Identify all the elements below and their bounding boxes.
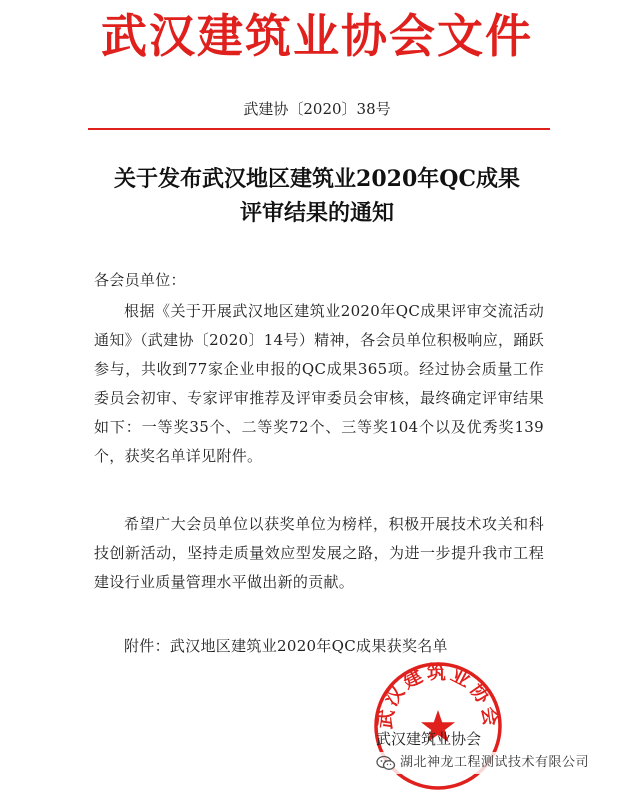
title-line-2: 评审结果的通知 <box>239 200 394 226</box>
title-line-1: 关于发布武汉地区建筑业2020年QC成果 <box>114 166 520 192</box>
wechat-icon <box>376 755 396 771</box>
watermark-badge <box>372 752 595 774</box>
attachment-line: 附件：武汉地区建筑业2020年QC成果获奖名单 <box>124 637 448 655</box>
red-divider-rule <box>88 128 550 130</box>
salutation: 各会员单位： <box>94 271 186 289</box>
seal-text: 武汉建筑业协会 <box>374 661 502 731</box>
body-paragraph-1: 根据《关于开展武汉地区建筑业2020年QC成果评审交流活动通知》（武建协〔2020〕14号）精神，各会员单位积极响应，踊跃参与，共收到77家企业申报的QC成果365项。经过协会质量工作委员会初审、专家评审推荐及评审委员会审核，最终确定评审结果如下：一等奖35个、二等奖72个、三等奖104个以及优秀奖139个，获奖名单详见附件。 <box>94 302 544 465</box>
signature-org: 武汉建筑业协会 <box>376 730 482 748</box>
document-number: 武建协〔2020〕38号 <box>243 100 391 118</box>
body-paragraph-2: 希望广大会员单位以获奖单位为榜样，积极开展技术攻关和科技创新活动，坚持走质量效应型发展之路，为进一步提升我市工程建设行业质量管理水平做出新的贡献。 <box>94 515 544 591</box>
document-title <box>60 162 574 230</box>
watermark-text: 湖北神龙工程测试技术有限公司 <box>400 755 590 770</box>
org-header-title: 武汉建筑业协会文件 <box>101 9 533 63</box>
